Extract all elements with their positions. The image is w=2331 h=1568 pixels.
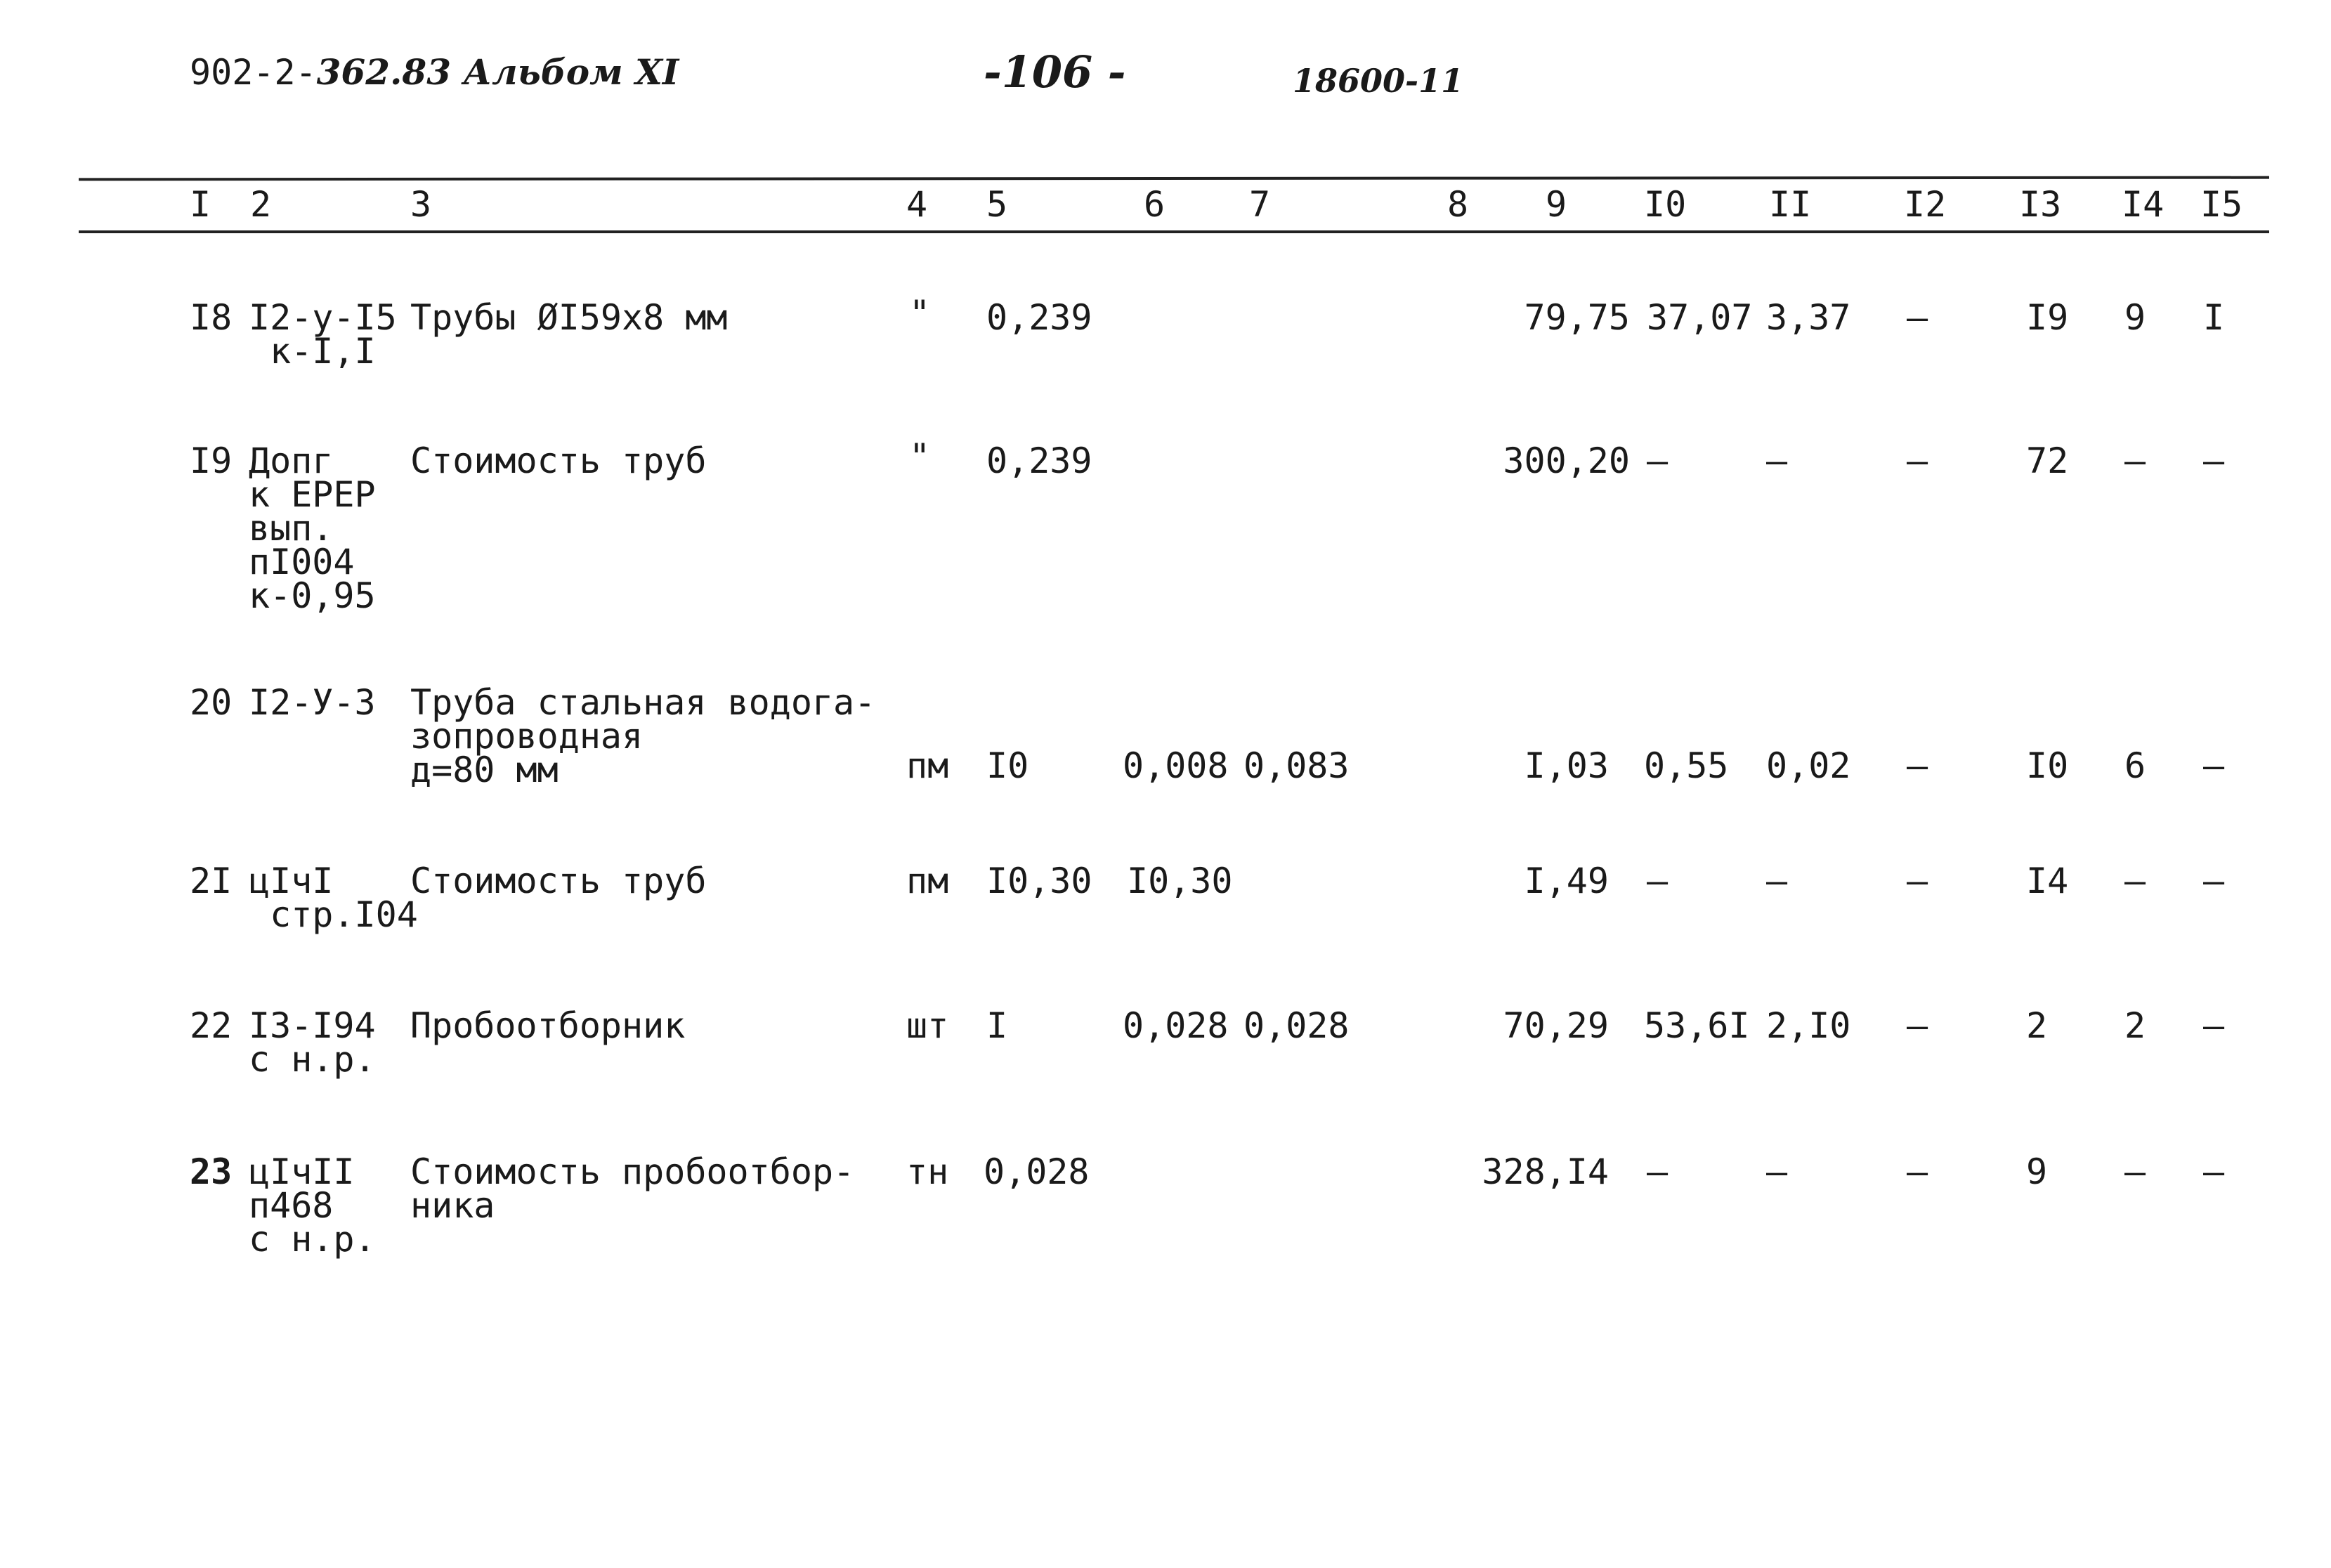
row-col6: 0,008: [1123, 745, 1229, 786]
row-col10: 0,55: [1644, 745, 1729, 786]
row-col15: –: [2203, 1005, 2225, 1046]
column-header-7: 7: [1249, 184, 1271, 225]
row-number: I8: [190, 297, 233, 338]
table-top-rule: [79, 176, 2269, 181]
row-col10: 53,6I: [1644, 1005, 1750, 1046]
row-col9: 79,75: [1524, 297, 1630, 338]
row-code: I3-I94 с н.р.: [249, 1005, 376, 1080]
row-number: 22: [190, 1005, 233, 1046]
column-header-2: 2: [250, 184, 272, 225]
row-col6: 0,028: [1123, 1005, 1229, 1046]
row-col15: –: [2203, 745, 2225, 786]
row-col11: 2,I0: [1766, 1005, 1851, 1046]
row-code: I2-У-3: [249, 682, 376, 723]
row-number: 23: [190, 1151, 233, 1192]
row-col15: –: [2203, 1151, 2225, 1192]
row-number: 2I: [190, 861, 233, 901]
row-unit: пм: [906, 745, 949, 786]
row-col5: 0,028: [984, 1151, 1090, 1192]
row-col5: I0,30: [986, 861, 1092, 901]
row-name: Стоимость труб: [410, 861, 707, 901]
row-unit: шт: [906, 1005, 949, 1046]
row-unit: ": [909, 436, 931, 477]
row-code: цIчII п468 с н.р.: [249, 1151, 376, 1260]
row-col14: 9: [2124, 297, 2146, 338]
row-col12: –: [1907, 1151, 1928, 1192]
row-col9: 70,29: [1503, 1005, 1609, 1046]
row-col15: I: [2203, 297, 2225, 338]
row-col5: I0: [986, 745, 1029, 786]
row-col13: 72: [2026, 440, 2069, 481]
row-name: Стоимость пробоотбор- ника: [410, 1151, 855, 1226]
row-col14: –: [2124, 1151, 2146, 1192]
row-unit: ": [909, 293, 931, 334]
row-col10: –: [1647, 1151, 1669, 1192]
row-col14: 6: [2124, 745, 2146, 786]
column-header-11: II: [1769, 184, 1812, 225]
column-header-13: I3: [2019, 184, 2062, 225]
row-col5: 0,239: [986, 440, 1092, 481]
row-name: Пробоотборник: [410, 1005, 686, 1046]
row-col12: –: [1907, 1005, 1928, 1046]
row-col9: I,03: [1524, 745, 1609, 786]
row-col15: –: [2203, 440, 2225, 481]
row-col13: 2: [2026, 1005, 2048, 1046]
column-header-12: I2: [1904, 184, 1947, 225]
column-header-5: 5: [986, 184, 1008, 225]
row-name: Труба стальная водога- зопроводная д=80 мм: [410, 682, 876, 790]
row-col9: I,49: [1524, 861, 1609, 901]
row-col5: I: [986, 1005, 1008, 1046]
document-code-printed: 902-2-: [190, 52, 317, 93]
row-unit: пм: [906, 861, 949, 901]
row-col5: 0,239: [986, 297, 1092, 338]
column-header-1: I: [190, 184, 211, 225]
row-col12: –: [1907, 745, 1928, 786]
row-col9: 328,I4: [1482, 1151, 1609, 1192]
row-col14: 2: [2124, 1005, 2146, 1046]
document-code: [190, 51, 679, 93]
row-col7: 0,028: [1243, 1005, 1350, 1046]
row-col13: I9: [2026, 297, 2069, 338]
row-code: цIчI стр.I04: [249, 861, 418, 935]
row-col11: –: [1766, 1151, 1788, 1192]
row-col11: 3,37: [1766, 297, 1851, 338]
row-code: Допг к ЕРЕР вып. пI004 к-0,95: [249, 440, 376, 616]
column-header-6: 6: [1144, 184, 1166, 225]
table-header-rule: [79, 230, 2269, 233]
row-col13: I0: [2026, 745, 2069, 786]
column-header-14: I4: [2122, 184, 2164, 225]
row-col9: 300,20: [1503, 440, 1630, 481]
row-col14: –: [2124, 440, 2146, 481]
row-col13: 9: [2026, 1151, 2048, 1192]
row-col7: 0,083: [1243, 745, 1350, 786]
sheet-reference: 18600-11: [1293, 62, 1464, 100]
row-col11: –: [1766, 861, 1788, 901]
column-header-3: 3: [410, 184, 432, 225]
row-code: I2-у-I5 к-I,I: [249, 297, 397, 372]
document-code-handwritten: 362.83 Альбом XI: [316, 51, 679, 93]
column-header-10: I0: [1644, 184, 1687, 225]
page-number: -106 -: [984, 46, 1126, 98]
row-name: Стоимость труб: [410, 440, 707, 481]
column-header-8: 8: [1447, 184, 1469, 225]
row-col11: –: [1766, 440, 1788, 481]
row-col12: –: [1907, 861, 1928, 901]
row-col10: –: [1647, 440, 1669, 481]
row-col6: I0,30: [1127, 861, 1233, 901]
column-header-9: 9: [1546, 184, 1567, 225]
row-col10: 37,07: [1647, 297, 1753, 338]
row-name: Трубы ØI59x8 мм: [410, 297, 728, 338]
row-col12: –: [1907, 440, 1928, 481]
row-number: 20: [190, 682, 233, 723]
row-col14: –: [2124, 861, 2146, 901]
row-col13: I4: [2026, 861, 2069, 901]
row-col15: –: [2203, 861, 2225, 901]
row-col10: –: [1647, 861, 1669, 901]
row-col12: –: [1907, 297, 1928, 338]
row-number: I9: [190, 440, 233, 481]
column-header-15: I5: [2200, 184, 2243, 225]
row-unit: тн: [906, 1151, 949, 1192]
row-col11: 0,02: [1766, 745, 1851, 786]
column-header-4: 4: [906, 184, 928, 225]
